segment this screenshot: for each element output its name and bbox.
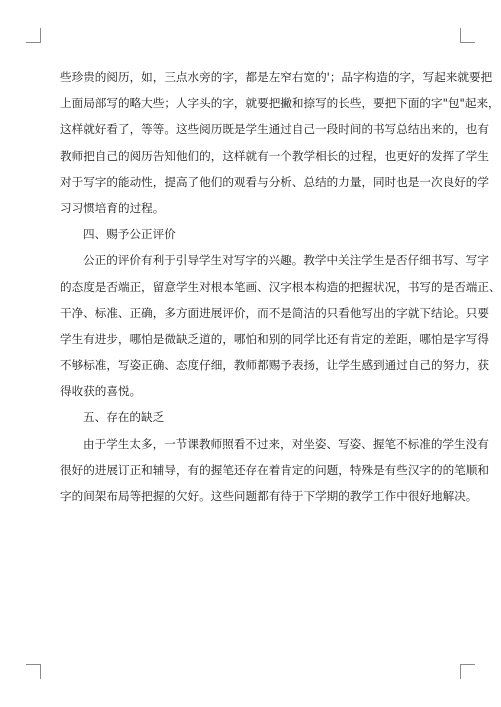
section-heading: 四、赐予公正评价 (83, 227, 176, 242)
text-line: 公正的评价有利于引导学生对写字的兴趣。教学中关注学生是否仔细书写、写字 (83, 253, 489, 268)
page-corner-mark-bottom-right (460, 664, 475, 679)
text-line: 很好的进展订正和辅导，有的握笔还存在着肯定的问题，特殊是有些汉字的的笔顺和 (60, 462, 489, 477)
page-corner-mark-top-right (460, 28, 475, 43)
text-line: 习习惯培育的过程。 (60, 200, 165, 215)
section-heading: 五、存在的缺乏 (83, 410, 165, 425)
paragraph-shortcomings (60, 431, 489, 510)
paragraph-continued (60, 64, 500, 221)
text-line: 上面局部写的略大些；人字头的字，就要把撇和捺写的长些，要把下面的字"包"起来， (60, 96, 500, 111)
text-line: 学生有进步，哪怕是微缺乏道的，哪怕和别的同学比还有肯定的差距，哪怕是字写得 (60, 331, 489, 346)
text-line: 不够标准，写姿正确、态度仔细，教师都赐予表扬，让学生感到通过自己的努力，获 (60, 358, 489, 373)
text-line: 干净、标准、正确，多方面进展评价，而不是简洁的只看他写出的字就下结论。只要 (60, 305, 489, 320)
page-corner-mark-bottom-left (26, 664, 41, 679)
document-body (60, 64, 501, 509)
text-line: 些珍贵的阅历，如，三点水旁的字，都是左窄右宽的'；品字构造的字，写起来就要把 (60, 70, 493, 84)
text-line: 字的间架布局等把握的欠好。这些问题都有待于下学期的教学工作中很好地解决。 (60, 489, 478, 503)
text-line: 对于写字的能动性，提高了他们的观看与分析、总结的力量，同时也是一次良好的学 (60, 174, 489, 189)
text-line: 这样就好看了，等等。这些阅历既是学生通过自己一段时间的书写总结出来的，也有 (60, 122, 489, 137)
text-line: 的态度是否端正，留意学生对根本笔画、汉字根本构造的把握状况，书写的是否端正、 (60, 279, 501, 294)
text-line: 由于学生太多，一节课教师照看不过来，对坐姿、写姿、握笔不标准的学生没有 (83, 436, 489, 451)
text-line: 教师把自己的阅历告知他们的，这样就有一个教学相长的过程，也更好的发挥了学生 (60, 148, 489, 163)
paragraph-fair-evaluation (60, 247, 501, 404)
text-line: 得收获的喜悦。 (60, 384, 142, 399)
page-corner-mark-top-left (26, 28, 41, 43)
